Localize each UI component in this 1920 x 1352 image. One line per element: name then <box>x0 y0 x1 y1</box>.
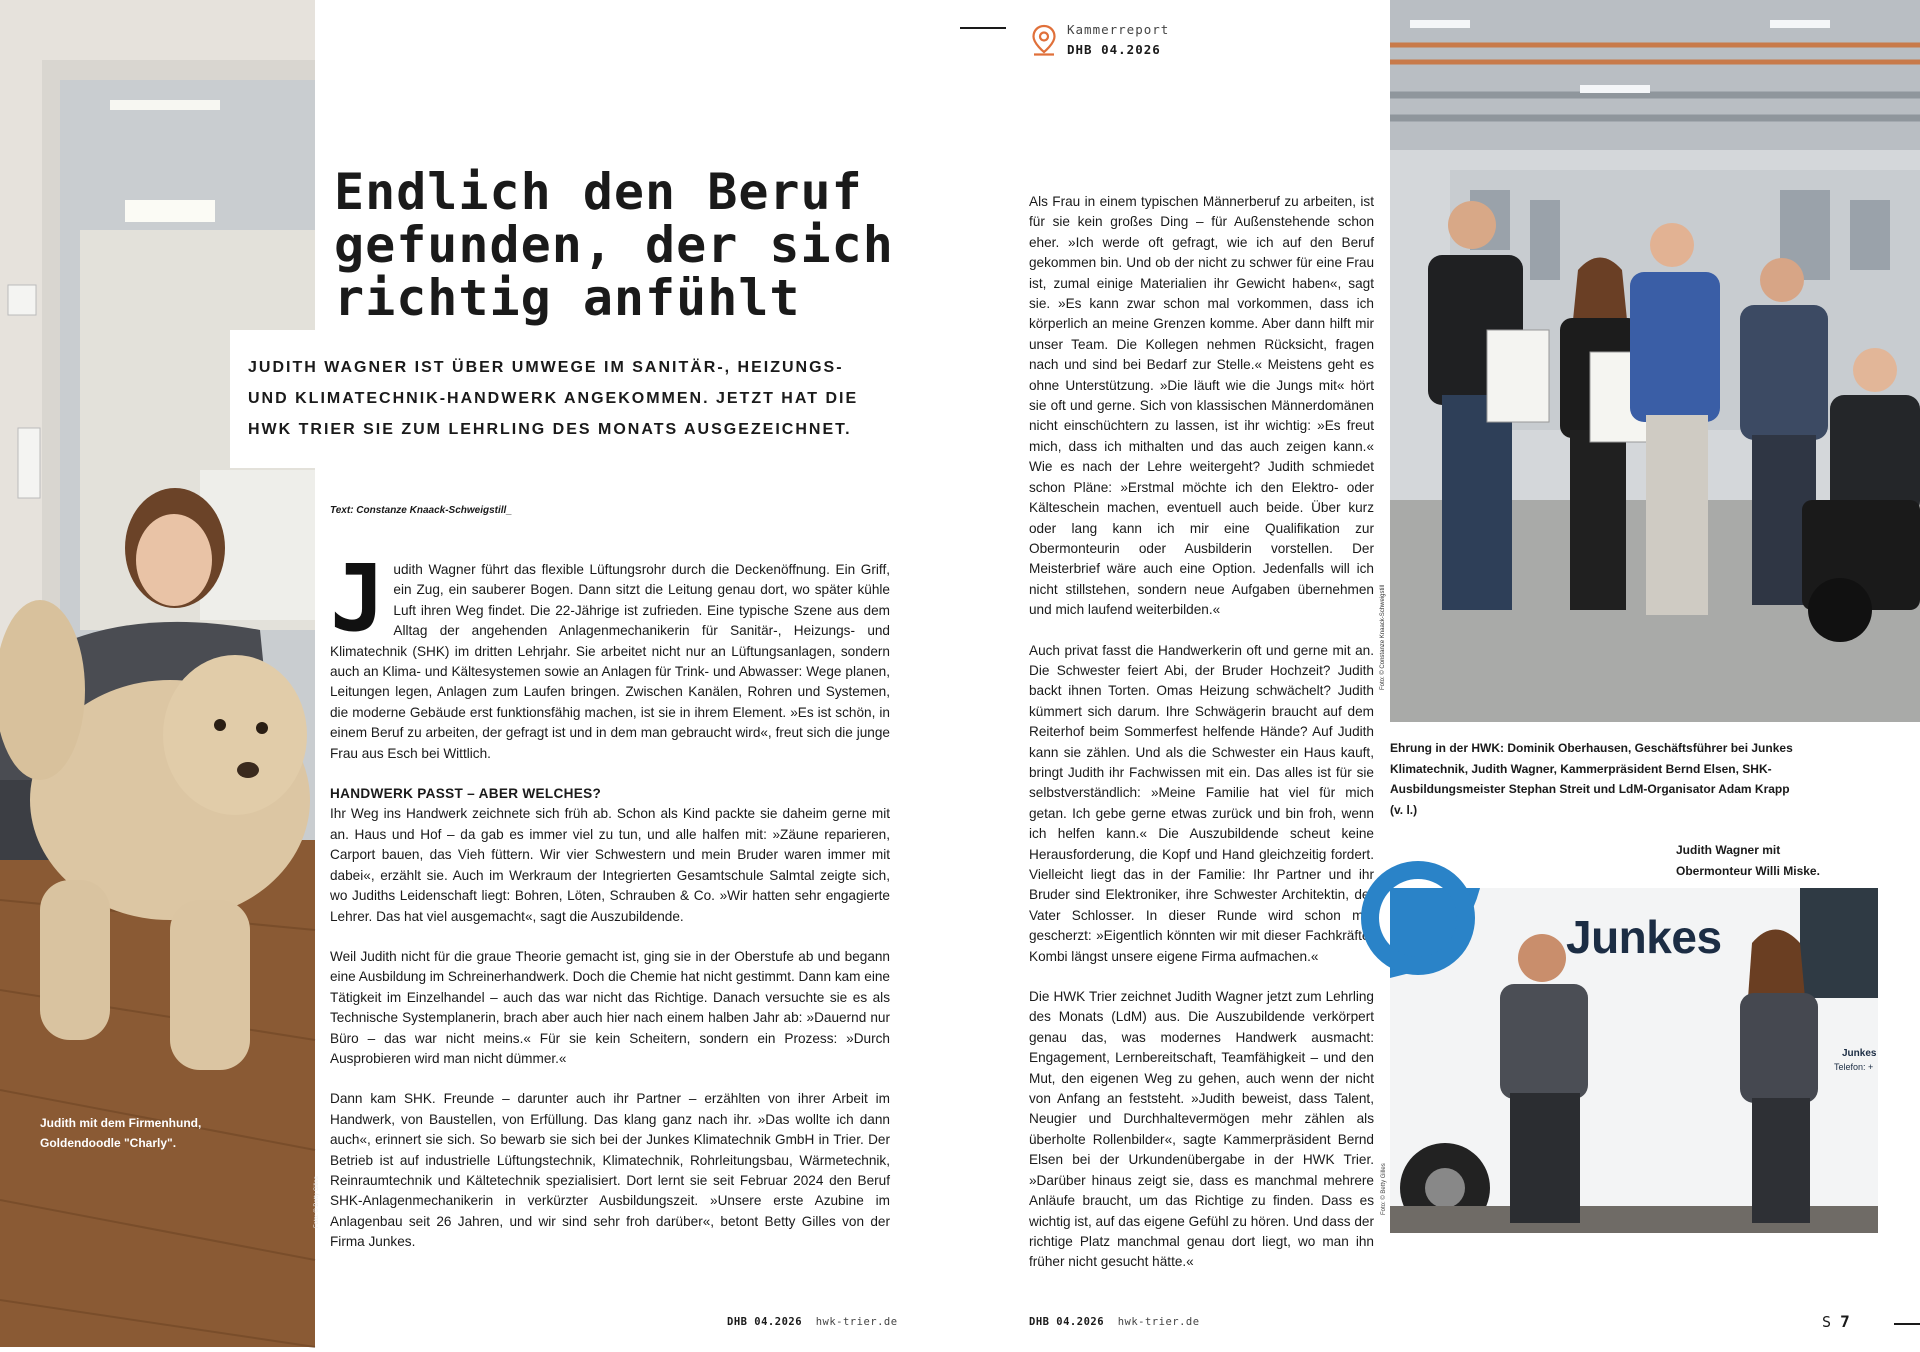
article-paragraph-3: Weil Judith nicht für die graue Theorie gemacht ist, ging sie in der Oberstufe ab und begann eine Ausbildung im Schreinerhandwerk. Doch die Chemie hat nicht gestimmt. Dann kam eine Tätigkeit im Einzelhandel – auch das war nicht das Richtige. Danach versuchte sie es als Technische Systemplanerin, brach aber auch hier nach einem halben Jahr ab: »Dauernd nur Büro – das war nicht meins.« Für sie kein Scheitern, sondern ein Prozess: »Durch Ausprobieren wird man nicht dümmer.« <box>330 948 890 1066</box>
headline-line: gefunden, der sich <box>334 216 894 274</box>
footer-left <box>727 1316 898 1328</box>
headline-line: Endlich den Beruf <box>334 163 863 221</box>
article-paragraph-4: Dann kam SHK. Freunde – darunter auch ihr Partner – erzählten von ihrer Arbeit im Handwerk, von Baustellen, von Erfüllung. Das klang ganz nach ihr. »Das wollte ich dann auch«, erinnert sie sich. So bewarb sie sich bei der Junkes Klimatechnik GmbH in Trier. Der Betrieb ist auf industrielle Lüftungstechnik, Klimatechnik, Rohrleitungsbau, Wärmetechnik, Reinraumtechnik und Kältetechnik spezialisiert. Dort lernt sie seit Februar 2024 den Beruf SHK-Anlagenmechanikerin in verkürzter Ausbildungszeit. »Unsere erste Azubine im Anlagenbau seit 26 Jahren, und wir sind sehr froh darüber«, betont Betty Gilles von der Firma Junkes. <box>330 1091 890 1250</box>
photo-award-ceremony <box>1380 0 1920 722</box>
article-paragraph-6: Auch privat fasst die Handwerkerin oft und gerne mit an. Die Schwester feiert Abi, der Bruder Hochzeit? Judith backt ihnen Torten. Omas Heizung schwächelt? Judith kümmert sich darum. Ihre Schwägerin braucht auf dem Reiterhof beim Sommerfest helfende Hände? Auf Judith kann sie zählen. Und als die Schwester ein Haus kauft, bringt Judith ihr Fachwissen mit ein. Das alles ist für sie selbstverständlich: »Meine Familie hat viel für mich getan. Ich gebe gerne etwas zurück und bin froh, wenn ich helfen kann.« Die Auszubildende scheut keine Herausforderung, die Kopf und Hand gleichzeitig fordert. Vielleicht liegt das in der Familie: Ihr Partner und ihr Bruder sind Elektroniker, ihre Schwester Architektin, der Vater Schlosser. In dieser Runde wird schon mal gescherzt: »Eigentlich könnten wir mit dieser Fachkräfte-Kombi längst unsere eigene Firma aufmachen.« <box>1029 642 1374 964</box>
photo-van-caption: Judith Wagner mit Obermonteur Willi Miske. <box>1676 843 1820 878</box>
van-small-brand: Junkes <box>1842 1048 1877 1059</box>
article-paragraph-5: Als Frau in einem typischen Männerberuf zu arbeiten, ist für sie kein großes Ding – für Außenstehende schon eher. »Ich werde oft gefragt, wie ich auf den Beruf gekommen bin. Und ob der nicht zu schwer für eine Frau ist, zumal einige Materialien ihr Gewicht haben«, sagt sie. »Es kann zwar schon mal vorkommen, dass ich körperlich an meine Grenzen komme. Aber dann hilft mir unser Team. Die Kollegen nehmen Rücksicht, fragen nach und sind bei Bedarf zur Stelle.« Meistens geht es ohne Unterstützung. »Die läuft wie die Jungs mit« hört sie oft und gerne. Sich von klassischen Männerdomänen nicht einschüchtern zu lassen, ist ihr wichtig: »Es freut mich, dass ich mithalten und das auch zeigen kann.« Wie es nach der Lehre weitergeht? Judith schmiedet schon Pläne: »Erstmal möchte ich den Elektro- oder Kälteschein machen, eventuell auch beide. Über kurz oder lang kann ich mir eine Qualifikation zur Obermonteurin oder Ausbilderin vorstellen. Der Meisterbrief wäre auch eine Option. Jedenfalls will ich nicht stillstehen, sondern neue Aufgaben übernehmen und mich laufend weiterbilden.« <box>1029 194 1374 618</box>
paragraph-text: udith Wagner führt das flexible Lüftungsrohr durch die Deckenöffnung. Ein Griff, ein Zug, ein sauberer Bogen. Dann sitzt die Leitung genau dort, wo später kühle Luft ihren Weg findet. Die 22-Jährige ist zufrieden. Eine typische Szene aus dem Alltag der angehenden Anlagenmechanikerin für Sanitär-, Heizungs- und Klimatechnik (SHK) im dritten Lehrjahr. Sie arbeitet nicht nur an Lüftungsanlagen, sondern auch an Klima- und Kältesystemen sowie an Anlagen für Trink- und Abwasser: Wege planen, Leitungen legen, Anlagen zum Laufen bringen. Zwischen Kanälen, Rohren und Systemen, die moderne Gebäude erst funktionsfähig machen, ist sie in ihrem Element. »Es ist schön, in einem Beruf zu arbeiten, der gefragt ist und in dem man gebraucht wird«, freut sich die junge Frau aus Esch bei Wittlich. <box>330 562 890 761</box>
footer-left-site: hwk-trier.de <box>815 1316 898 1328</box>
van-brand-logo: Junkes <box>1566 911 1722 963</box>
header-rule <box>960 27 1006 29</box>
article-paragraph-2: Ihr Weg ins Handwerk zeichnete sich früh ab. Schon als Kind packte sie daheim gerne mit an. Haus und Hof – da gab es immer viel zu tun, und alle halfen mit: »Zäune reparieren, Carport bauen, das Vieh füttern. Wir vier Schwestern und mein Bruder waren immer mit dabei«, erzählt sie. Auch im Werkraum der Integrierten Gesamtschule Salmtal zeigte sich, wo Judiths Leidenschaft liegt: Bohren, Löten, Schrauben & Co. »Wir hatten sehr engagierte Lehrer. Das hat viel ausgemacht«, sagt die Auszubildende. <box>330 806 890 924</box>
photo-award-credit: Foto: © Constanze Knaack-Schweigstill <box>1380 584 1386 690</box>
headline-line: richtig anfühlt <box>334 269 801 327</box>
footer-right <box>1029 1316 1200 1328</box>
photo-van-credit: Foto: © Betty Gilles <box>1381 1163 1387 1215</box>
photo-award-illustration <box>1390 0 1920 722</box>
photo-van-judith-willi <box>1390 888 1878 1233</box>
photo-award-caption: Ehrung in der HWK: Dominik Oberhausen, Geschäftsführer bei Junkes Klimatechnik, Judith Wagner, Kammerpräsident Bernd Elsen, SHK-Ausbildungsmeister Stephan Streit und LdM-Organisator Adam Krapp (v. l.) <box>1390 741 1793 817</box>
article-column-2 <box>1029 192 1374 1293</box>
article-paragraph-1 <box>330 545 890 764</box>
location-pin-icon <box>1031 24 1057 56</box>
dropcap: J <box>330 545 386 652</box>
photo-dog-credit: Foto: © Betty Gilles <box>314 1176 320 1228</box>
section-label: Kammerreport <box>1067 22 1170 37</box>
page-prefix: S <box>1822 1313 1832 1331</box>
page-number-value: 7 <box>1840 1312 1850 1331</box>
photo-dog-caption: Judith mit dem Firmenhund, Goldendoodle "Charly". <box>40 1116 202 1150</box>
footer-right-site: hwk-trier.de <box>1117 1316 1200 1328</box>
footer-right-issue: DHB 04.2026 <box>1029 1316 1105 1328</box>
van-phone: Telefon: + <box>1834 1062 1874 1072</box>
article-subheading: HANDWERK PASST – ABER WELCHES? <box>330 786 602 802</box>
footer-rule <box>1894 1323 1920 1325</box>
article-author: Text: Constanze Knaack-Schweigstill_ <box>330 505 512 516</box>
photo-judith-with-dog <box>0 0 320 1347</box>
footer-left-issue: DHB 04.2026 <box>727 1316 803 1328</box>
article-lead: JUDITH WAGNER IST ÜBER UMWEGE IM SANITÄR-, HEIZUNGS- UND KLIMATECHNIK-HANDWERK ANGEKOMMEN. JETZT HAT DIE HWK TRIER SIE ZUM LEHRLING DES MONATS AUSGEZEICHNET. <box>248 359 859 438</box>
page-number <box>1822 1312 1850 1331</box>
issue-label: DHB 04.2026 <box>1067 42 1161 57</box>
article-headline <box>334 163 974 327</box>
article-paragraph-7: Die HWK Trier zeichnet Judith Wagner jetzt zum Lehrling des Monats (LdM) aus. Die Auszubildende verkörpert genau das, was modernes Handwerk ausmacht: Engagement, Lernbereitschaft, Teamfähigkeit – und den Mut, den eigenen Weg zu gehen, auch wenn der nicht von Anfang an feststeht. »Judith beweist, dass Talent, Neugier und Durchhaltevermögen mehr zählen als überholte Rollenbilder«, sagte Kammerpräsident Bernd Elsen bei der Urkundenübergabe in der HWK Trier. »Darüber hinaus zeigt sie, dass es manchmal mehrere Anläufe braucht, um das Richtige zu finden. Dass es wichtig ist, auf das eigene Gefühl zu hören. Und dass der richtige Platz manchmal genau dort liegt, wo man ihn früher nicht gesucht hätte.« <box>1029 989 1374 1270</box>
article-column-1 <box>330 545 890 1273</box>
